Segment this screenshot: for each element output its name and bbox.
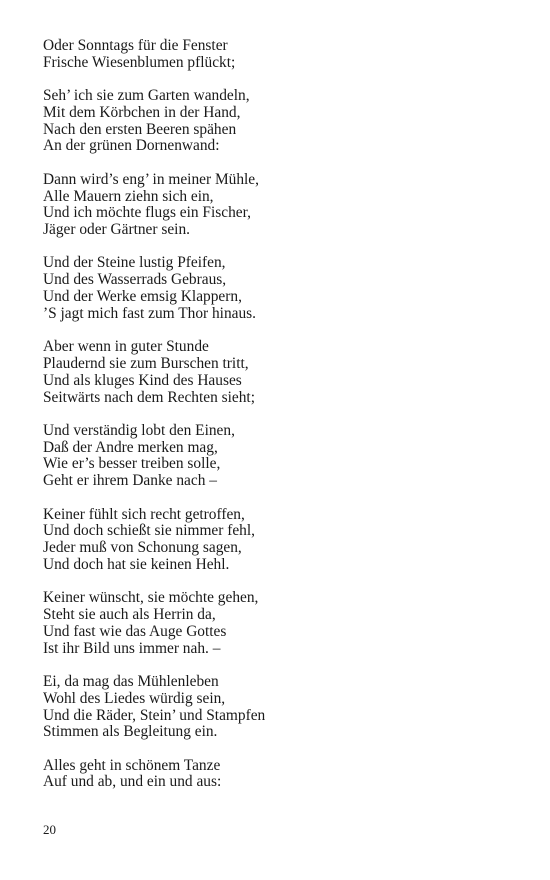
verse-line: Wohl des Liedes würdig sein, [43, 689, 226, 707]
verse-line: Seh’ ich sie zum Garten wandeln, [43, 87, 250, 105]
stanza-10 [43, 758, 523, 792]
verse-line: Und der Steine lustig Pfeifen, [43, 254, 226, 272]
verse-line: Stimmen als Begleitung ein. [43, 723, 218, 741]
verse-line: Ist ihr Bild uns immer nah. – [43, 639, 221, 657]
stanza-6 [43, 423, 523, 490]
verse-line: Und die Räder, Stein’ und Stampfen [43, 706, 266, 724]
verse-line: Keiner wünscht, sie möchte gehen, [43, 589, 259, 607]
verse-line: Und ich möchte flugs ein Fischer, [43, 204, 251, 222]
verse-line: Seitwärts nach dem Rechten sieht; [43, 388, 255, 406]
poem-text [43, 38, 523, 808]
verse-line: Jäger oder Gärtner sein. [43, 221, 191, 239]
verse-line: ’S jagt mich fast zum Thor hinaus. [43, 304, 257, 322]
stanza-3 [43, 172, 523, 239]
stanza-7 [43, 507, 523, 574]
verse-line: Alles geht in schönem Tanze [43, 756, 221, 774]
verse-line: Wie er’s besser treiben solle, [43, 455, 221, 473]
page-number: 20 [43, 822, 56, 837]
verse-line: Auf und ab, und ein und aus: [43, 773, 222, 791]
stanza-5 [43, 339, 523, 406]
verse-line: Keiner fühlt sich recht getroffen, [43, 505, 245, 523]
verse-line: Jeder muß von Schonung sagen, [43, 539, 242, 557]
verse-line: Plaudernd sie zum Burschen tritt, [43, 354, 249, 372]
stanza-9 [43, 674, 523, 741]
verse-line: Nach den ersten Beeren spähen [43, 120, 237, 138]
verse-line: Und verständig lobt den Einen, [43, 421, 235, 439]
verse-line: Ei, da mag das Mühlenleben [43, 672, 219, 690]
verse-line: Aber wenn in guter Stunde [43, 338, 209, 356]
stanza-1 [43, 38, 523, 72]
stanza-8 [43, 590, 523, 657]
verse-line: Und doch schießt sie nimmer fehl, [43, 522, 255, 540]
verse-line: Dann wird’s eng’ in meiner Mühle, [43, 170, 259, 188]
verse-line: Oder Sonntags für die Fenster [43, 37, 228, 54]
verse-line: An der grünen Dornenwand: [43, 137, 220, 155]
stanza-4 [43, 255, 523, 322]
verse-line: Und der Werke emsig Klappern, [43, 288, 242, 306]
verse-line: Frische Wiesenblumen pflückt; [43, 53, 236, 71]
verse-line: Geht er ihrem Danke nach – [43, 472, 217, 490]
verse-line: Alle Mauern ziehn sich ein, [43, 187, 214, 205]
verse-line: Und fast wie das Auge Gottes [43, 622, 227, 640]
verse-line: Mit dem Körbchen in der Hand, [43, 103, 241, 121]
verse-line: Und des Wasserrads Gebraus, [43, 271, 227, 289]
verse-line: Und als kluges Kind des Hauses [43, 371, 242, 389]
verse-line: Daß der Andre merken mag, [43, 438, 218, 456]
verse-line: Steht sie auch als Herrin da, [43, 606, 216, 624]
stanza-2 [43, 88, 523, 155]
verse-line: Und doch hat sie keinen Hehl. [43, 555, 230, 573]
